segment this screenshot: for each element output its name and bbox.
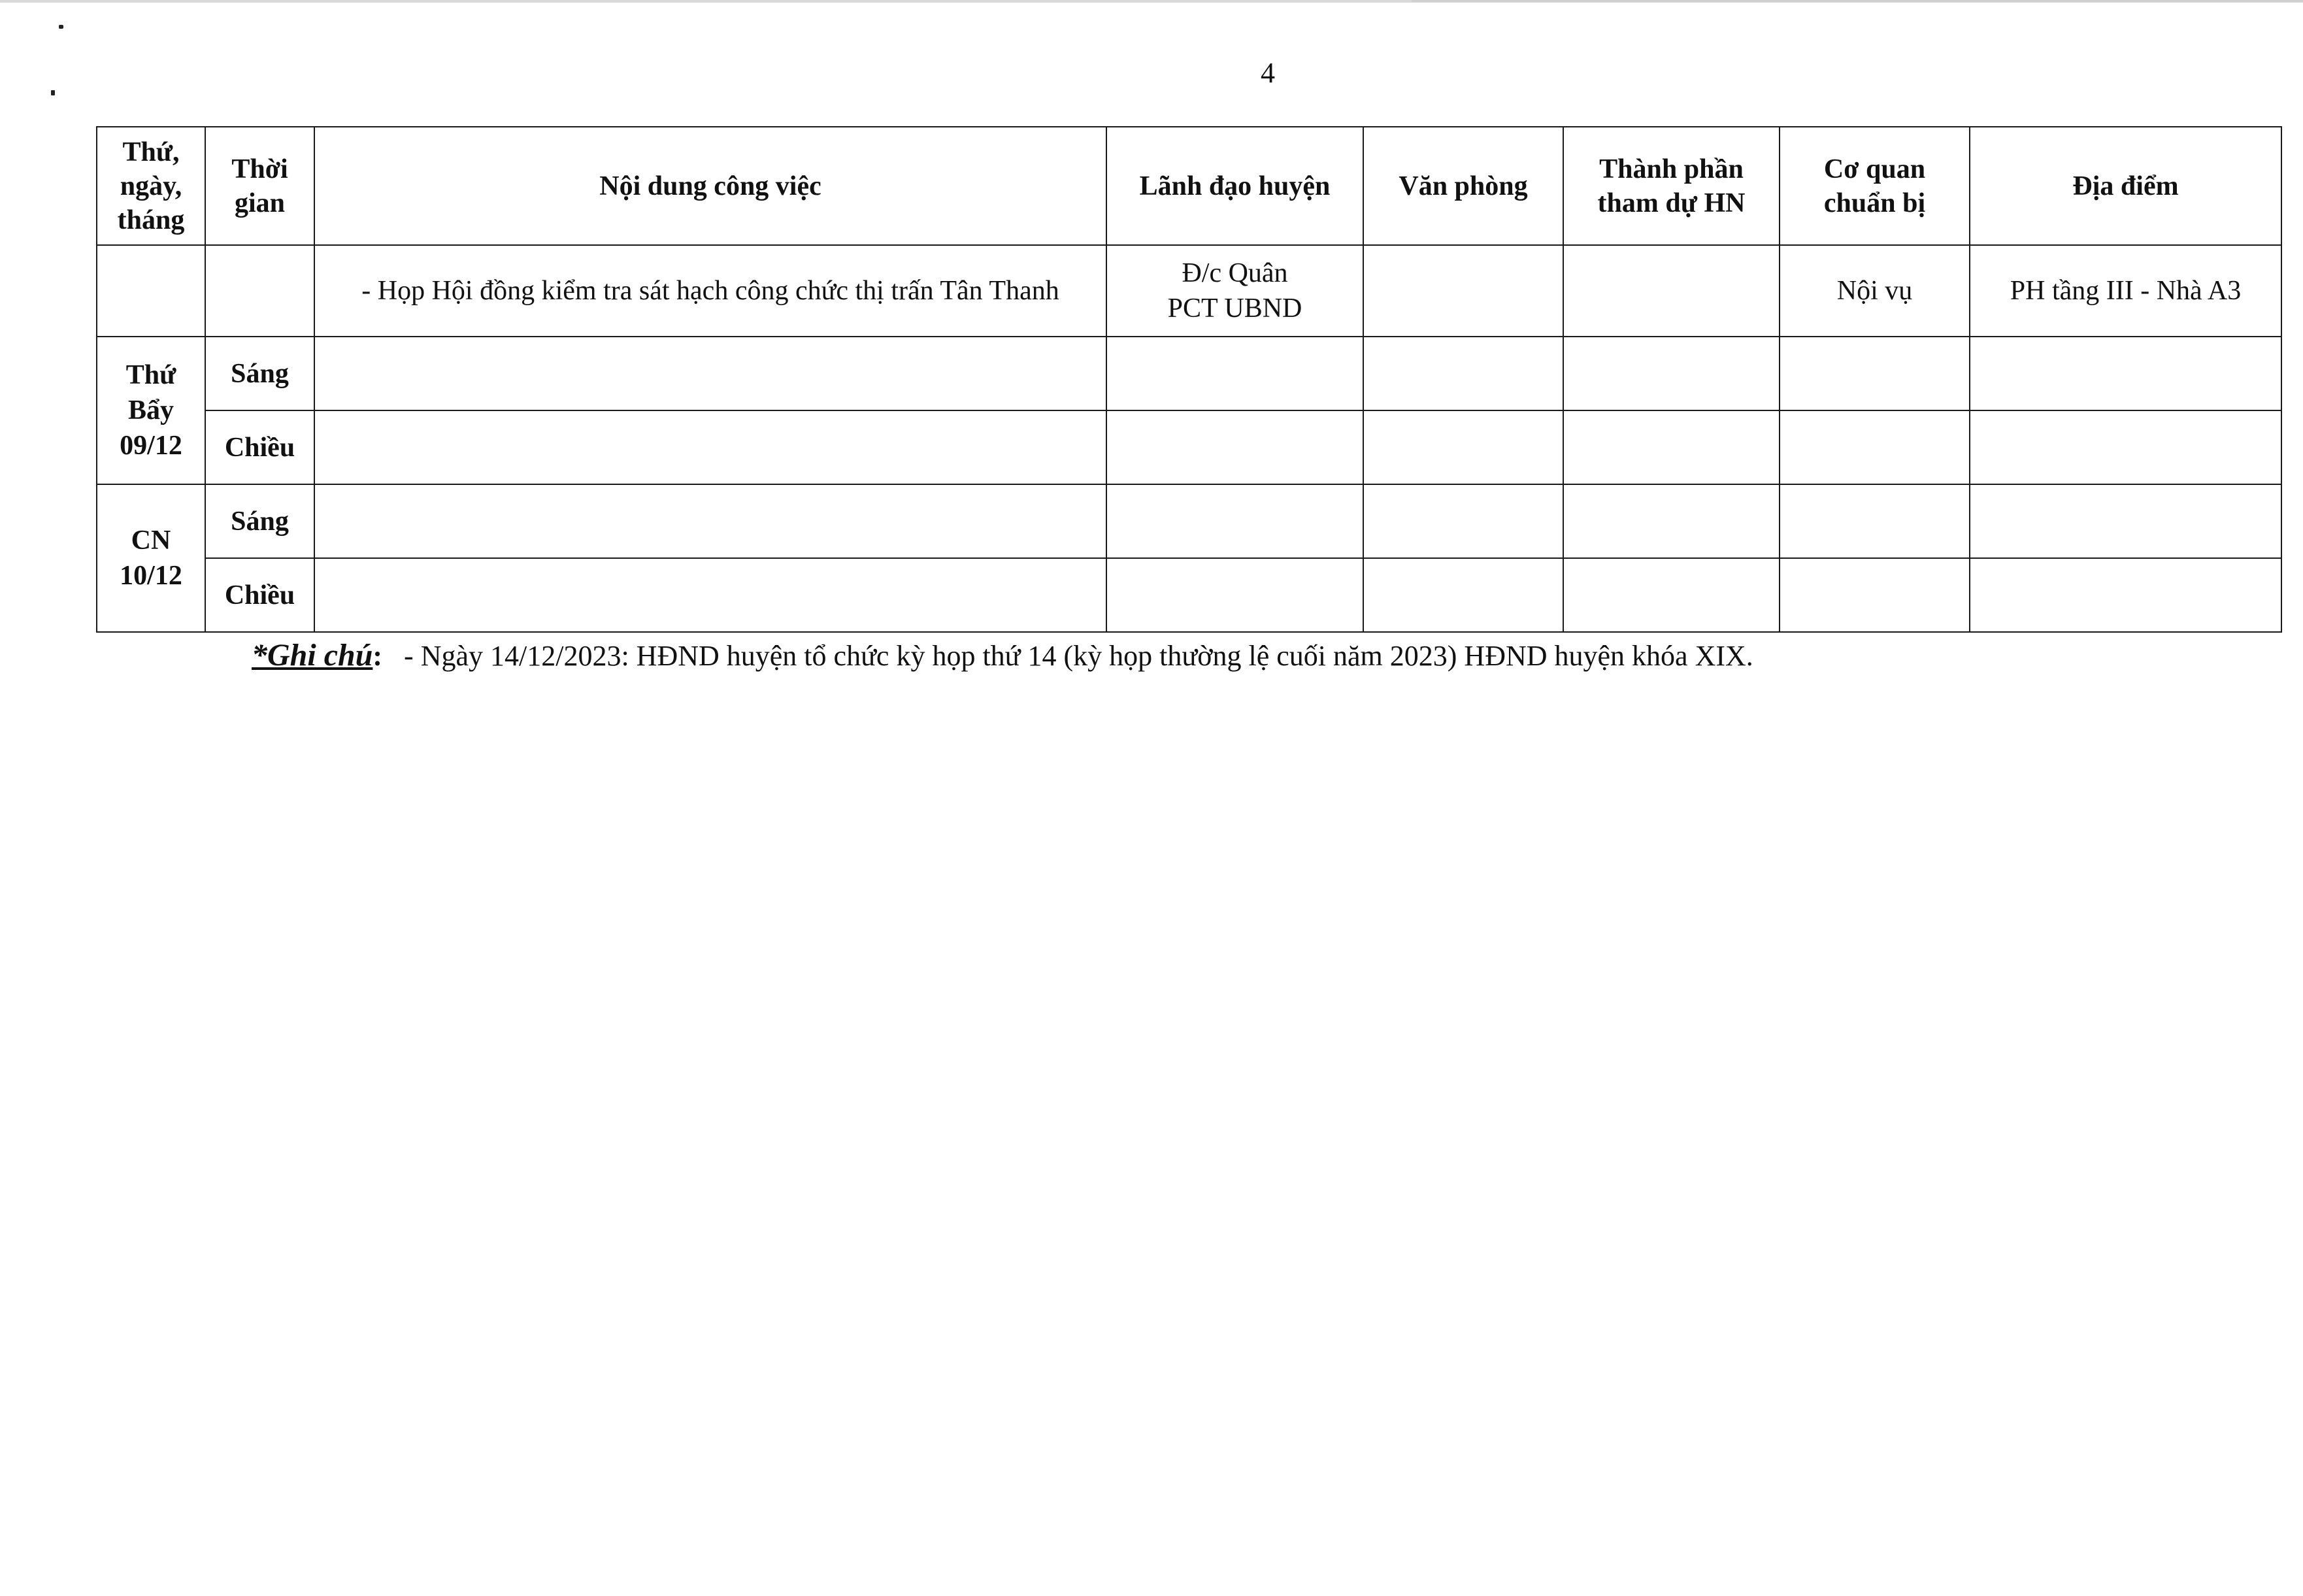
day-date: 09/12 <box>120 431 182 461</box>
header-location: Địa điểm <box>1970 127 2281 245</box>
footnote-colon: : <box>373 640 383 672</box>
header-leader: Lãnh đạo huyện <box>1106 127 1363 245</box>
leader-cell <box>1106 484 1363 558</box>
day-name: Thứ Bẩy <box>125 360 176 425</box>
office-cell <box>1363 410 1563 484</box>
day-cell-sunday <box>97 484 205 632</box>
page-number: 4 <box>1261 57 1275 89</box>
location-cell: PH tầng III - Nhà A3 <box>1970 245 2281 337</box>
office-cell <box>1363 245 1563 337</box>
leader-cell <box>1106 245 1363 337</box>
day-date: 10/12 <box>120 561 182 591</box>
footnote <box>252 637 1753 673</box>
participants-cell <box>1563 558 1780 632</box>
office-cell <box>1363 558 1563 632</box>
leader-cell <box>1106 410 1363 484</box>
header-day: Thứ, ngày, tháng <box>97 127 205 245</box>
location-cell <box>1970 337 2281 410</box>
time-cell-morning: Sáng <box>205 337 314 410</box>
day-name: CN <box>131 525 171 556</box>
scan-speck <box>59 25 63 29</box>
leader-cell <box>1106 337 1363 410</box>
location-cell <box>1970 484 2281 558</box>
header-agency: Cơ quan chuẩn bị <box>1780 127 1970 245</box>
location-cell <box>1970 410 2281 484</box>
participants-cell <box>1563 410 1780 484</box>
time-cell <box>205 245 314 337</box>
office-cell <box>1363 484 1563 558</box>
content-cell: - Họp Hội đồng kiểm tra sát hạch công chức thị trấn Tân Thanh <box>314 245 1106 337</box>
participants-cell <box>1563 245 1780 337</box>
footnote-label: *Ghi chú <box>252 638 373 673</box>
content-cell <box>314 558 1106 632</box>
time-cell-afternoon: Chiều <box>205 558 314 632</box>
header-office: Văn phòng <box>1363 127 1563 245</box>
leader-title: PCT UBND <box>1167 293 1302 324</box>
day-cell <box>97 245 205 337</box>
agency-cell <box>1780 410 1970 484</box>
day-cell-saturday <box>97 337 205 484</box>
header-participants: Thành phần tham dự HN <box>1563 127 1780 245</box>
scan-top-edge-right <box>1412 0 2303 2</box>
footnote-text: - Ngày 14/12/2023: HĐND huyện tổ chức kỳ họp thứ 14 (kỳ họp thường lệ cuối năm 2023) HĐND huyện khóa XIX. <box>404 640 1753 672</box>
table-row <box>97 337 2281 410</box>
agency-cell <box>1780 484 1970 558</box>
header-time: Thời gian <box>205 127 314 245</box>
table-row <box>97 558 2281 632</box>
participants-cell <box>1563 484 1780 558</box>
leader-name: Đ/c Quân <box>1182 258 1288 288</box>
table-row <box>97 410 2281 484</box>
scan-speck <box>51 90 55 95</box>
agency-cell: Nội vụ <box>1780 245 1970 337</box>
header-row <box>97 127 2281 245</box>
content-cell <box>314 337 1106 410</box>
time-cell-afternoon: Chiều <box>205 410 314 484</box>
table-row <box>97 245 2281 337</box>
header-content: Nội dung công việc <box>314 127 1106 245</box>
table-row <box>97 484 2281 558</box>
location-cell <box>1970 558 2281 632</box>
agency-cell <box>1780 337 1970 410</box>
participants-cell <box>1563 337 1780 410</box>
schedule-table <box>96 126 2282 633</box>
agency-cell <box>1780 558 1970 632</box>
content-cell <box>314 484 1106 558</box>
content-cell <box>314 410 1106 484</box>
office-cell <box>1363 337 1563 410</box>
leader-cell <box>1106 558 1363 632</box>
time-cell-morning: Sáng <box>205 484 314 558</box>
